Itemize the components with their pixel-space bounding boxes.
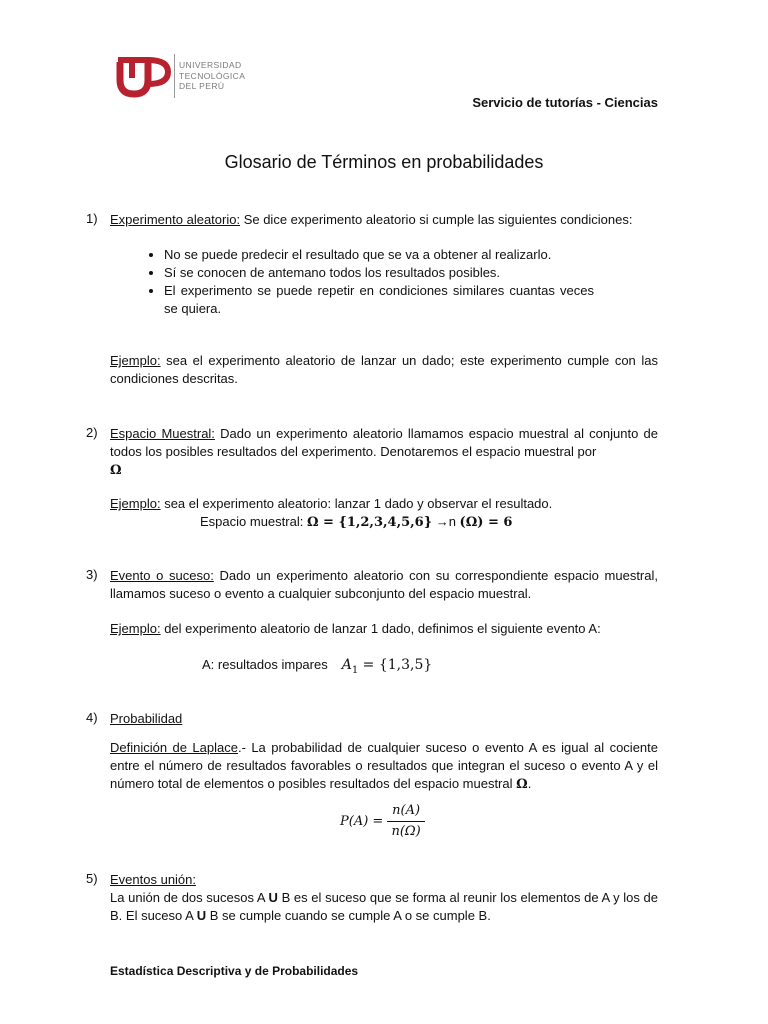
event-label: A: resultados impares <box>202 657 328 672</box>
laplace-formula <box>340 802 425 841</box>
section-3-example <box>110 620 658 638</box>
section-2-term: Espacio Muestral: <box>110 426 215 441</box>
section-2-definition <box>110 425 658 480</box>
laplace-end: . <box>527 776 532 791</box>
utp-logo-icon <box>114 52 172 100</box>
section-2-example-label: Ejemplo: <box>110 496 161 511</box>
section-5-definition <box>110 889 658 925</box>
list-item: • Sí se conocen de antemano todos los resultados posibles. <box>164 264 594 282</box>
formula-denominator: n(Ω) <box>391 824 421 839</box>
formula-numerator: n(A) <box>387 802 424 822</box>
section-4-number: 4) <box>86 710 98 725</box>
list-item: • El experimento se puede repetir en condiciones similares cuantas veces se quiera. <box>164 282 594 318</box>
logo-divider <box>174 54 175 98</box>
union-text-3: B se cumple cuando se cumple A o se cumple B. <box>206 908 491 923</box>
event-variable: A <box>341 657 352 673</box>
section-5-term-text: Eventos unión: <box>110 872 197 887</box>
section-4-term <box>110 710 182 728</box>
laplace-omega: Ω <box>516 777 528 792</box>
section-3-example-label: Ejemplo: <box>110 621 161 636</box>
section-4-laplace-definition <box>110 739 658 794</box>
section-1-definition <box>110 211 658 229</box>
section-1-example <box>110 352 658 388</box>
laplace-label: Definición de Laplace <box>110 740 238 755</box>
section-1-example-text: sea el experimento aleatorio de lanzar un dado; este experimento cumple con las condiciones descritas. <box>110 353 658 386</box>
sample-space-label: Espacio muestral: <box>200 514 307 529</box>
service-header: Servicio de tutorías - Ciencias <box>472 95 658 110</box>
section-2-sample-space <box>200 513 512 532</box>
section-1-example-label: Ejemplo: <box>110 353 161 368</box>
section-1-number: 1) <box>86 211 98 226</box>
event-set: = {1,3,5} <box>358 657 433 673</box>
section-1-text: Se dice experimento aleatorio si cumple las siguientes condiciones: <box>240 212 633 227</box>
sample-space-formula: Ω = {1,2,3,4,5,6} <box>306 515 433 530</box>
event-formula <box>341 657 433 676</box>
section-2-omega: Ω <box>110 463 122 478</box>
section-3-number: 3) <box>86 567 98 582</box>
list-item: • No se puede predecir el resultado que se va a obtener al realizarlo. <box>164 246 594 264</box>
section-1-term: Experimento aleatorio: <box>110 212 241 227</box>
union-symbol-1: U <box>268 890 278 905</box>
section-5-term <box>110 871 196 889</box>
cardinality-formula: (Ω) = 6 <box>459 515 513 530</box>
event-subscript: 1 <box>351 664 359 676</box>
university-name-line-3: DEL PERÚ <box>179 81 225 91</box>
arrow-icon: → <box>435 514 449 529</box>
university-name-line-2: TECNOLÓGICA <box>179 70 246 81</box>
union-symbol-2: U <box>196 908 207 923</box>
formula-fraction <box>387 802 424 841</box>
section-4-term-text: Probabilidad <box>110 711 183 726</box>
section-3-term: Evento o suceso: <box>110 568 214 583</box>
section-3-example-text: del experimento aleatorio de lanzar 1 dado, definimos el siguiente evento A: <box>160 621 601 636</box>
section-5-number: 5) <box>86 871 98 886</box>
section-3-definition <box>110 567 658 603</box>
section-2-example <box>110 495 658 513</box>
section-1-conditions-list <box>136 246 594 318</box>
page-footer: Estadística Descriptiva y de Probabilidades <box>110 964 359 978</box>
university-name-line-1: UNIVERSIDAD <box>179 60 242 70</box>
cardinality-label: n <box>448 514 460 529</box>
formula-lhs: P(A) = <box>340 814 384 829</box>
union-text-2: B es el suceso que se forma al reunir los elementos de A y los de B. El suceso A <box>110 890 658 923</box>
section-3-text: Dado un experimento aleatorio con su correspondiente espacio muestral, llamamos suceso o evento a cualquier subconjunto del espacio muestral. <box>110 568 658 601</box>
union-text-1: La unión de dos sucesos A <box>110 890 269 905</box>
section-3-event <box>202 656 432 680</box>
university-name <box>179 60 245 92</box>
laplace-text: .- La probabilidad de cualquier suceso o evento A es igual al cociente entre el número de resultados favorables o resultados que integran el suceso o evento A y el número total de elementos o posibles resultados del espacio muestral <box>110 740 658 791</box>
document-title: Glosario de Términos en probabilidades <box>224 152 544 172</box>
section-2-text: Dado un experimento aleatorio llamamos espacio muestral al conjunto de todos los posibles resultados del experimento. Denotaremos el espacio muestral por <box>110 426 658 459</box>
section-2-example-text: sea el experimento aleatorio: lanzar 1 dado y observar el resultado. <box>160 496 553 511</box>
section-2-number: 2) <box>86 425 98 440</box>
